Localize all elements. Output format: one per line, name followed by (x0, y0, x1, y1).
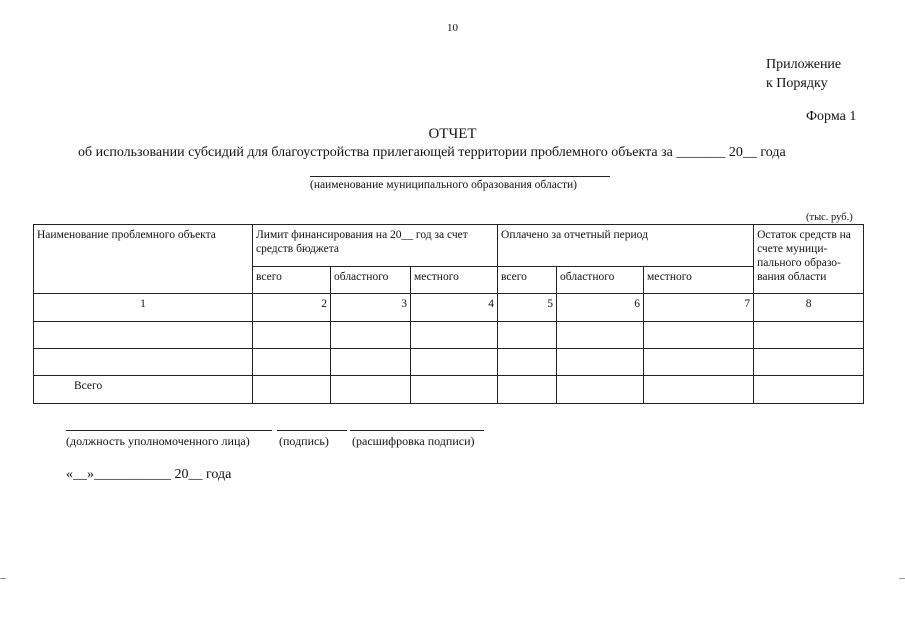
column-number-row (34, 294, 864, 322)
table-row (34, 349, 864, 376)
report-subtitle: об использовании субсидий для благоустройства прилегающей территории проблемного объекта за _______ 20__ года (78, 145, 786, 160)
table-cell[interactable] (644, 376, 754, 404)
subheader-limit-local: местного (411, 267, 498, 294)
column-number: 5 (498, 294, 557, 322)
appendix-block (766, 55, 886, 93)
table-row (34, 322, 864, 349)
table-cell[interactable] (644, 322, 754, 349)
subheader-limit-total: всего (253, 267, 331, 294)
column-number: 7 (644, 294, 754, 322)
decoding-line (350, 430, 484, 431)
municipality-line (310, 176, 610, 177)
table-cell[interactable] (644, 349, 754, 376)
table-cell[interactable] (557, 322, 644, 349)
table-cell[interactable] (498, 322, 557, 349)
report-table (33, 224, 864, 404)
table-cell[interactable] (253, 376, 331, 404)
table-cell[interactable] (411, 376, 498, 404)
table-cell[interactable] (253, 349, 331, 376)
column-number: 2 (253, 294, 331, 322)
date-line: «__»___________ 20__ года (66, 467, 232, 482)
total-row (34, 376, 864, 404)
table-cell[interactable] (331, 349, 411, 376)
subheader-paid-regional: областного (557, 267, 644, 294)
table-cell[interactable] (331, 376, 411, 404)
table-cell[interactable] (557, 349, 644, 376)
municipality-caption: (наименование муниципального образования области) (310, 179, 577, 191)
table-cell[interactable] (331, 322, 411, 349)
table-cell[interactable] (34, 322, 253, 349)
column-number: 4 (411, 294, 498, 322)
table-cell[interactable] (498, 349, 557, 376)
total-label: Всего (34, 376, 253, 404)
appendix-line-2: к Порядку (766, 76, 828, 91)
table-cell[interactable] (498, 376, 557, 404)
subheader-limit-regional: областного (331, 267, 411, 294)
position-line (66, 430, 272, 431)
table-header-row (34, 225, 864, 267)
signature-caption: (подпись) (279, 434, 329, 448)
table-cell[interactable] (253, 322, 331, 349)
edge-mark-right (899, 578, 905, 579)
header-paid: Оплачено за отчетный период (498, 225, 754, 267)
table-cell[interactable] (34, 349, 253, 376)
header-object-name: Наименование проблемного объекта (34, 225, 253, 294)
signature-line (277, 430, 347, 431)
table-cell[interactable] (411, 322, 498, 349)
appendix-line-1: Приложение (766, 57, 842, 72)
page-number: 10 (447, 22, 458, 34)
subheader-paid-total: всего (498, 267, 557, 294)
edge-mark-left (0, 578, 6, 579)
column-number: 1 (34, 294, 253, 322)
position-caption: (должность уполномоченного лица) (66, 434, 250, 448)
decoding-caption: (расшифровка подписи) (352, 434, 475, 448)
column-number: 3 (331, 294, 411, 322)
table-cell[interactable] (754, 349, 864, 376)
table-cell[interactable] (557, 376, 644, 404)
report-title: ОТЧЕТ (428, 126, 477, 142)
form-label: Форма 1 (806, 109, 857, 124)
column-number: 6 (557, 294, 644, 322)
table-cell[interactable] (754, 322, 864, 349)
table-cell[interactable] (754, 376, 864, 404)
header-balance: Остаток средств на счете муници-пального образо-вания области (754, 225, 864, 294)
subheader-paid-local: местного (644, 267, 754, 294)
header-limit: Лимит финансирования на 20__ год за счет средств бюджета (253, 225, 498, 267)
table-cell[interactable] (411, 349, 498, 376)
unit-label: (тыс. руб.) (806, 212, 853, 223)
column-number: 8 (754, 294, 864, 322)
